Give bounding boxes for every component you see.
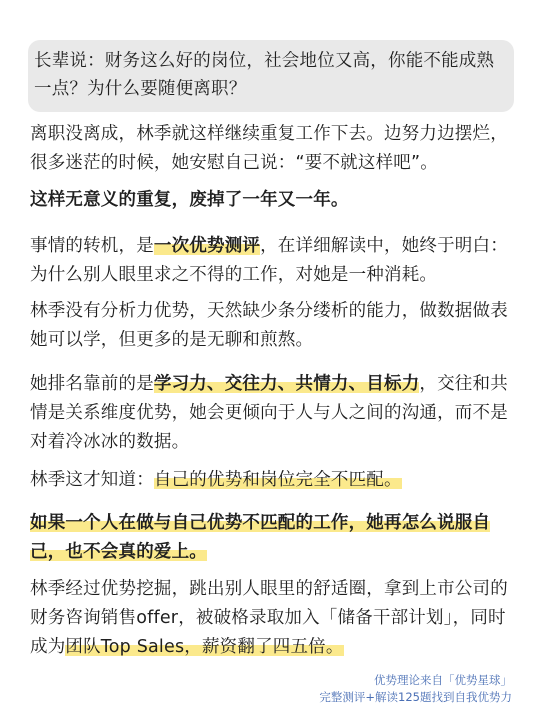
paragraph-2-bold: 这样无意义的重复，废掉了一年又一年。: [30, 190, 349, 210]
footer-line-2: 完整测评+解读125题找到自我优势力: [319, 690, 512, 704]
quote-bubble: [28, 40, 514, 112]
p5-text-c: ，交往和共情是关系维度优势，她会更倾向于人与人之间的沟通，而不是对着冷冰冰的数据。: [30, 374, 508, 452]
p3-highlight: 一次优势测评: [153, 236, 261, 256]
footer-line-1: 优势理论来自「优势星球」: [374, 673, 512, 687]
p3-text-a: 事情的转机，是: [30, 236, 154, 256]
paragraph-3: [30, 232, 515, 290]
p5-text-a: 她排名靠前的是: [30, 374, 154, 394]
p8-highlight: 团队Top Sales，薪资翻了四五倍。: [65, 637, 344, 657]
p8-text-a: 林季经过优势挖掘，跳出别人眼里的舒适圈，拿到上市公司的财务咨询销售offer，被破格录取加入「储备干部计划」，同时成为: [30, 579, 508, 657]
p6-highlight: 自己的优势和岗位完全不匹配。: [153, 470, 402, 490]
paragraph-5: [30, 370, 515, 457]
paragraph-6: [30, 466, 515, 495]
p3-text-c: ，在详细解读中，她终于明白：为什么别人眼里求之不得的工作，对她是一种消耗。: [30, 236, 508, 285]
quote-text: 长辈说：财务这么好的岗位，社会地位又高，你能不能成熟一点？为什么要随便离职？: [34, 51, 495, 99]
paragraph-8: [30, 575, 515, 662]
p6-text-a: 林季这才知道：: [30, 470, 154, 490]
paragraph-1: 离职没离成，林季就这样继续重复工作下去。边努力边摆烂，很多迷茫的时候，她安慰自己说：“要不就这样吧”。: [30, 124, 508, 173]
paragraph-4: 林季没有分析力优势，天然缺少条分缕析的能力，做数据做表她可以学，但更多的是无聊和煎熬。: [30, 301, 508, 350]
paragraph-7-bold: [30, 509, 515, 567]
p7-highlight: 如果一个人在做与自己优势不匹配的工作，她再怎么说服自己，也不会真的爱上。: [30, 513, 491, 562]
p5-highlight: 学习力、交往力、共情力、目标力: [153, 374, 420, 394]
footer-note: [212, 672, 512, 706]
